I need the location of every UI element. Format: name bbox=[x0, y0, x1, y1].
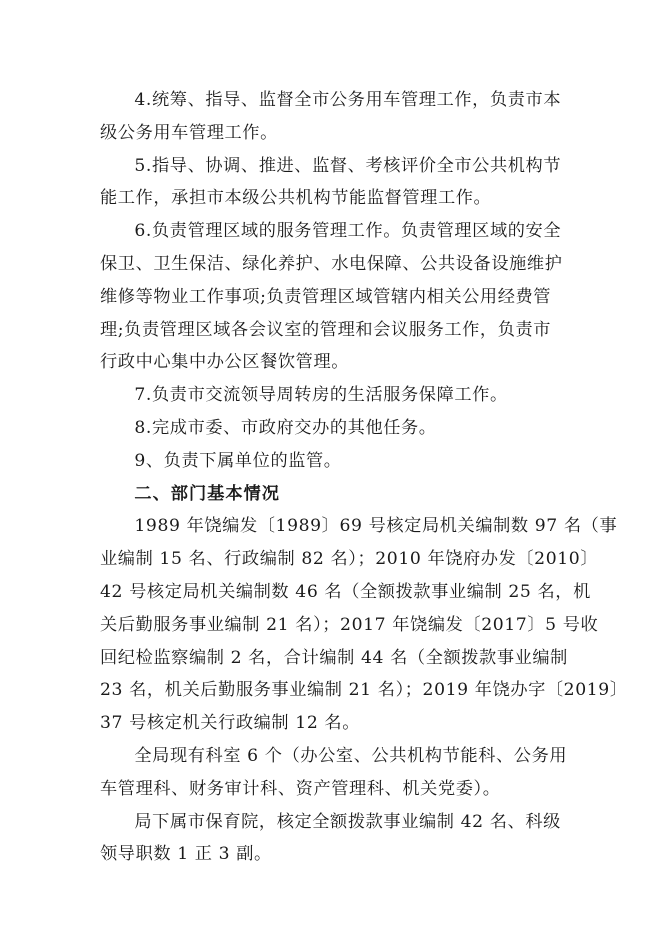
text-line: 行政中心集中办公区餐饮管理。 bbox=[100, 352, 350, 373]
text-line: 23 名，机关后勤服务事业编制 21 名）；2019 年饶办字〔2019〕 bbox=[100, 680, 628, 701]
staffing-history-paragraph bbox=[100, 510, 628, 740]
text-line: 1989 年饶编发〔1989〕69 号核定局机关编制数 97 名（事 bbox=[134, 516, 618, 537]
text-line: 42 号核定局机关编制数 46 名（全额拨款事业编制 25 名，机 bbox=[100, 581, 591, 602]
duty-item-4 bbox=[100, 84, 562, 150]
text-line: 全局现有科室 6 个（办公室、公共机构节能科、公务用 bbox=[134, 745, 568, 766]
text-line: 6.负责管理区域的服务管理工作。负责管理区域的安全 bbox=[134, 221, 562, 242]
text-line: 关后勤服务事业编制 21 名）；2017 年饶编发〔2017〕5 号收 bbox=[100, 614, 599, 635]
text-line: 业编制 15 名、行政编制 82 名）；2010 年饶府办发〔2010〕 bbox=[100, 549, 599, 570]
text-line: 理;负责管理区域各会议室的管理和会议服务工作，负责市 bbox=[100, 319, 552, 340]
text-line: 9、负责下属单位的监管。 bbox=[134, 450, 342, 471]
text-line: 局下属市保育院，核定全额拨款事业编制 42 名、科级 bbox=[134, 811, 561, 832]
duty-item-9 bbox=[100, 445, 562, 478]
duty-item-5 bbox=[100, 150, 562, 216]
text-line: 级公务用车管理工作。 bbox=[100, 122, 278, 143]
text-line: 5.指导、协调、推进、监督、考核评价全市公共机构节 bbox=[134, 155, 562, 176]
text-line: 能工作，承担市本级公共机构节能监督管理工作。 bbox=[100, 188, 492, 209]
text-line: 保卫、卫生保洁、绿化养护、水电保障、公共设备设施维护 bbox=[100, 253, 563, 274]
duty-item-8 bbox=[100, 412, 562, 445]
text-line: 37 号核定机关行政编制 12 名。 bbox=[100, 713, 360, 734]
text-line: 4.统筹、指导、监督全市公务用车管理工作，负责市本 bbox=[134, 90, 562, 110]
duty-item-6 bbox=[100, 215, 562, 379]
text-line: 8.完成市委、市政府交办的其他任务。 bbox=[134, 417, 437, 438]
text-line: 维修等物业工作事项;负责管理区域管辖内相关公用经费管 bbox=[100, 286, 552, 307]
duty-item-7 bbox=[100, 379, 562, 412]
subordinate-unit-paragraph bbox=[100, 806, 562, 872]
section-heading: 二、部门基本情况 bbox=[134, 483, 280, 504]
document-body bbox=[100, 84, 628, 871]
text-line: 领导职数 1 正 3 副。 bbox=[100, 844, 272, 865]
departments-paragraph bbox=[100, 740, 568, 806]
text-line: 7.负责市交流领导周转房的生活服务保障工作。 bbox=[134, 385, 508, 406]
text-line: 车管理科、财务审计科、资产管理科、机关党委）。 bbox=[100, 778, 501, 799]
text-line: 回纪检监察编制 2 名，合计编制 44 名（全额拨款事业编制 bbox=[100, 647, 568, 668]
